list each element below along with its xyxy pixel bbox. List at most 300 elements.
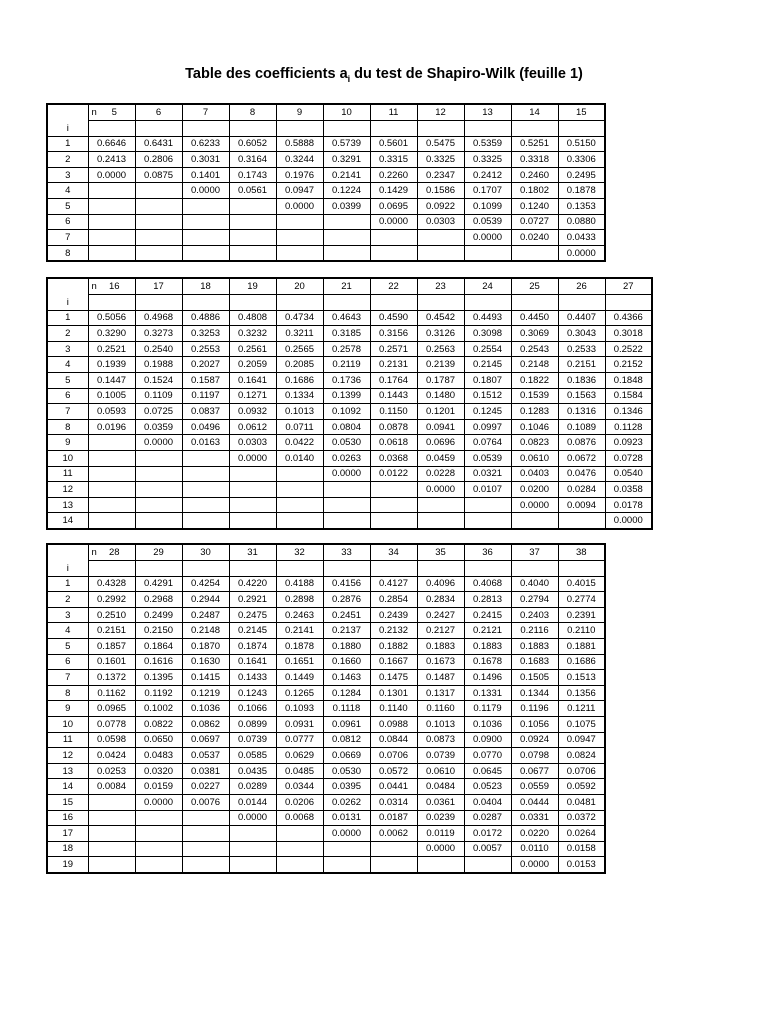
table-row: [47, 857, 605, 873]
coefficient-cell: 0.4096: [417, 576, 464, 592]
coefficient-cell: [135, 466, 182, 482]
coefficient-cell: 0.1140: [370, 701, 417, 717]
coefficient-cell: 0.4040: [511, 576, 558, 592]
blank-cell: [558, 295, 605, 311]
coefficient-cell: [135, 482, 182, 498]
coefficient-cell: 0.1686: [558, 654, 605, 670]
coefficient-cell: 0.2260: [370, 167, 417, 183]
table-row: [47, 341, 652, 357]
coefficient-cell: 0.0672: [558, 450, 605, 466]
coefficient-cell: 0.0284: [558, 482, 605, 498]
n-header-cell: 38: [558, 544, 605, 561]
coefficient-cell: 0.1584: [605, 388, 652, 404]
table-row: [47, 388, 652, 404]
coefficient-cell: 0.3043: [558, 326, 605, 342]
coefficient-cell: 0.1118: [323, 701, 370, 717]
row-index-cell: 14: [47, 513, 88, 529]
coefficient-cell: 0.3185: [323, 326, 370, 342]
coefficient-cell: 0.2415: [464, 607, 511, 623]
coefficient-cell: 0.4127: [370, 576, 417, 592]
coefficient-cell: 0.0359: [135, 419, 182, 435]
coefficient-cell: 0.0140: [276, 450, 323, 466]
coefficient-cell: 0.1192: [135, 685, 182, 701]
coefficient-cell: [182, 497, 229, 513]
coefficient-cell: [88, 214, 135, 230]
coefficient-cell: [135, 497, 182, 513]
coefficient-cell: 0.0000: [323, 466, 370, 482]
coefficient-cell: 0.1475: [370, 670, 417, 686]
coefficient-cell: 0.2533: [558, 341, 605, 357]
n-header-cell: 6: [135, 104, 182, 121]
coefficient-cell: [135, 450, 182, 466]
coefficient-cell: 0.1331: [464, 685, 511, 701]
coefficient-cell: 0.2148: [511, 357, 558, 373]
coefficient-cell: [88, 183, 135, 199]
coefficient-cell: 0.2968: [135, 592, 182, 608]
coefficient-cell: 0.6431: [135, 136, 182, 152]
n-value: 28: [109, 547, 120, 558]
coefficient-cell: 0.4068: [464, 576, 511, 592]
coefficient-cell: 0.6052: [229, 136, 276, 152]
coefficient-cell: 0.0122: [370, 466, 417, 482]
coefficient-cell: 0.2495: [558, 167, 605, 183]
corner-cell: [47, 104, 88, 121]
coefficient-cell: 0.4734: [276, 310, 323, 326]
coefficient-cell: 0.0931: [276, 716, 323, 732]
row-index-cell: 11: [47, 466, 88, 482]
blank-cell: [135, 561, 182, 577]
n-header-cell: 11: [370, 104, 417, 121]
n-header-cell: 32: [276, 544, 323, 561]
table-row: [47, 245, 605, 261]
coefficient-cell: 0.0764: [464, 435, 511, 451]
table-row: [47, 779, 605, 795]
coefficient-cell: [88, 794, 135, 810]
coefficient-cell: 0.2152: [605, 357, 652, 373]
coefficient-cell: 0.0593: [88, 404, 135, 420]
coefficient-cell: 0.0000: [558, 245, 605, 261]
n-header-cell: 8: [229, 104, 276, 121]
coefficient-cell: 0.6233: [182, 136, 229, 152]
blank-cell: [370, 121, 417, 137]
coefficient-cell: [88, 435, 135, 451]
n-value: 16: [109, 281, 120, 292]
coefficient-cell: 0.1346: [605, 404, 652, 420]
coefficient-cell: 0.0844: [370, 732, 417, 748]
coefficient-cell: 0.1505: [511, 670, 558, 686]
coefficient-cell: 0.1864: [135, 638, 182, 654]
coefficient-cell: 0.4291: [135, 576, 182, 592]
coefficient-cell: 0.1415: [182, 670, 229, 686]
coefficient-cell: 0.0000: [276, 198, 323, 214]
coefficient-cell: [229, 841, 276, 857]
corner-cell: [47, 278, 88, 295]
coefficient-cell: [182, 198, 229, 214]
coefficient-cell: [229, 198, 276, 214]
coefficient-cell: 0.1301: [370, 685, 417, 701]
coefficient-cell: [135, 214, 182, 230]
coefficient-cell: 0.1878: [276, 638, 323, 654]
coefficient-cell: [417, 497, 464, 513]
coefficient-cell: 0.2463: [276, 607, 323, 623]
coefficient-cell: 0.1878: [558, 183, 605, 199]
coefficient-cell: 0.2487: [182, 607, 229, 623]
coefficient-cell: 0.3164: [229, 152, 276, 168]
table-header-row: [47, 278, 652, 295]
coefficient-cell: 0.2563: [417, 341, 464, 357]
coefficient-cell: 0.0476: [558, 466, 605, 482]
row-index-cell: 19: [47, 857, 88, 873]
blank-cell: [276, 561, 323, 577]
coefficient-cell: 0.1036: [182, 701, 229, 717]
i-label-cell: i: [47, 121, 88, 137]
coefficient-cell: 0.1449: [276, 670, 323, 686]
coefficient-cell: 0.2145: [229, 623, 276, 639]
coefficient-cell: 0.0196: [88, 419, 135, 435]
coefficient-cell: 0.0303: [229, 435, 276, 451]
blank-cell: [229, 295, 276, 311]
title-rest: du test de Shapiro-Wilk (feuille 1): [350, 66, 583, 82]
row-index-cell: 6: [47, 654, 88, 670]
coefficient-cell: 0.0899: [229, 716, 276, 732]
coefficient-cell: [417, 230, 464, 246]
blank-cell: [511, 121, 558, 137]
blank-cell: [558, 561, 605, 577]
coefficient-cell: 0.1880: [323, 638, 370, 654]
row-index-cell: 12: [47, 482, 88, 498]
coefficient-cell: [276, 513, 323, 529]
table-row: [47, 152, 605, 168]
table-row: [47, 450, 652, 466]
coefficient-cell: 0.2413: [88, 152, 135, 168]
row-index-cell: 1: [47, 136, 88, 152]
coefficient-cell: 0.0610: [417, 763, 464, 779]
n-header-cell: 31: [229, 544, 276, 561]
coefficient-cell: 0.0612: [229, 419, 276, 435]
coefficient-cell: 0.2451: [323, 607, 370, 623]
table-row: [47, 136, 605, 152]
coefficient-cell: 0.1976: [276, 167, 323, 183]
coefficient-cell: 0.0433: [558, 230, 605, 246]
coefficient-cell: [229, 826, 276, 842]
coefficient-cell: [135, 810, 182, 826]
coefficient-cell: 0.0000: [417, 841, 464, 857]
coefficient-cell: 0.1334: [276, 388, 323, 404]
coefficient-cell: [135, 183, 182, 199]
coefficient-cell: [276, 466, 323, 482]
blank-cell: [135, 121, 182, 137]
coefficient-cell: [88, 513, 135, 529]
row-index-cell: 4: [47, 357, 88, 373]
coefficient-cell: 0.5739: [323, 136, 370, 152]
n-header-cell: 7: [182, 104, 229, 121]
coefficient-cell: [229, 245, 276, 261]
coefficient-cell: [182, 857, 229, 873]
coefficient-cell: 0.1162: [88, 685, 135, 701]
coefficient-cell: 0.0144: [229, 794, 276, 810]
coefficient-cell: [135, 198, 182, 214]
coefficient-cell: 0.3291: [323, 152, 370, 168]
row-index-cell: 13: [47, 497, 88, 513]
coefficient-cell: 0.0187: [370, 810, 417, 826]
coefficient-cell: 0.0110: [511, 841, 558, 857]
row-index-cell: 2: [47, 152, 88, 168]
coefficient-cell: 0.0947: [558, 732, 605, 748]
coefficient-cell: 0.0084: [88, 779, 135, 795]
coefficient-cell: 0.0798: [511, 748, 558, 764]
coefficient-cell: [323, 841, 370, 857]
coefficient-cell: 0.0537: [182, 748, 229, 764]
blank-cell: [229, 561, 276, 577]
coefficient-cell: 0.2127: [417, 623, 464, 639]
coefficient-cell: 0.3253: [182, 326, 229, 342]
coefficient-cell: 0.0000: [135, 435, 182, 451]
coefficient-cell: 0.1563: [558, 388, 605, 404]
coefficient-cell: 0.1243: [229, 685, 276, 701]
coefficient-cell: 0.0107: [464, 482, 511, 498]
coefficient-cell: 0.1056: [511, 716, 558, 732]
table-row: [47, 183, 605, 199]
coefficient-cell: 0.1224: [323, 183, 370, 199]
table-row: [47, 435, 652, 451]
coefficient-cell: [88, 810, 135, 826]
coefficient-cell: 0.1353: [558, 198, 605, 214]
coefficient-cell: [88, 497, 135, 513]
coefficient-cell: 0.1587: [182, 372, 229, 388]
coefficient-cell: 0.4407: [558, 310, 605, 326]
coefficient-cell: 0.2347: [417, 167, 464, 183]
table-row: [47, 230, 605, 246]
coefficient-cell: 0.1874: [229, 638, 276, 654]
coefficient-cell: 0.0094: [558, 497, 605, 513]
coefficient-cell: 0.0000: [135, 794, 182, 810]
n-header-cell: 23: [417, 278, 464, 295]
coefficient-cell: [511, 513, 558, 529]
row-index-cell: 4: [47, 623, 88, 639]
blank-cell: [276, 121, 323, 137]
coefficient-cell: 0.1539: [511, 388, 558, 404]
coefficient-cell: 0.0062: [370, 826, 417, 842]
coefficient-cell: 0.4808: [229, 310, 276, 326]
coefficient-cell: 0.0924: [511, 732, 558, 748]
coefficient-cell: 0.0572: [370, 763, 417, 779]
row-index-cell: 10: [47, 716, 88, 732]
coefficient-cell: 0.2553: [182, 341, 229, 357]
table-row: [47, 826, 605, 842]
coefficient-cell: [88, 466, 135, 482]
coefficient-cell: 0.1496: [464, 670, 511, 686]
coefficient-cell: [276, 214, 323, 230]
coefficient-cell: 0.1807: [464, 372, 511, 388]
table-row: [47, 810, 605, 826]
coefficient-cell: 0.2150: [135, 623, 182, 639]
row-index-cell: 15: [47, 794, 88, 810]
coefficient-cell: 0.1882: [370, 638, 417, 654]
table-header-row: [47, 544, 605, 561]
coefficient-cell: 0.0530: [323, 763, 370, 779]
table-row: [47, 482, 652, 498]
coefficient-cell: [88, 857, 135, 873]
coefficient-cell: 0.1764: [370, 372, 417, 388]
coefficient-cell: 0.0000: [511, 497, 558, 513]
coefficient-cell: 0.0000: [605, 513, 652, 529]
i-label-row: [47, 121, 605, 137]
coefficient-cell: [323, 513, 370, 529]
coefficient-cell: 0.0988: [370, 716, 417, 732]
coefficient-cell: 0.2794: [511, 592, 558, 608]
coefficient-cell: 0.0822: [135, 716, 182, 732]
coefficient-cell: [464, 513, 511, 529]
n-header-cell: 20: [276, 278, 323, 295]
i-label-cell: i: [47, 561, 88, 577]
coefficient-cell: 0.1196: [511, 701, 558, 717]
coefficient-cell: 0.0539: [464, 450, 511, 466]
coefficient-cell: 0.0697: [182, 732, 229, 748]
row-index-cell: 8: [47, 245, 88, 261]
coefficient-cell: 0.0523: [464, 779, 511, 795]
coefficient-cell: 0.0804: [323, 419, 370, 435]
coefficient-cell: 0.1283: [511, 404, 558, 420]
coefficient-cell: 0.0618: [370, 435, 417, 451]
table-row: [47, 794, 605, 810]
coefficient-cell: 0.1128: [605, 419, 652, 435]
row-index-cell: 9: [47, 435, 88, 451]
coefficient-cell: [182, 482, 229, 498]
coefficient-cell: 0.0000: [229, 450, 276, 466]
coefficient-cell: 0.0696: [417, 435, 464, 451]
blank-cell: [182, 561, 229, 577]
coefficient-cell: 0.1179: [464, 701, 511, 717]
coefficient-cell: 0.0739: [229, 732, 276, 748]
blank-cell: [417, 121, 464, 137]
coefficient-cell: 0.0263: [323, 450, 370, 466]
table-row: [47, 497, 652, 513]
coefficient-cell: 0.4493: [464, 310, 511, 326]
coefficient-cell: [182, 513, 229, 529]
coefficients-table-3: [46, 543, 606, 874]
coefficient-cell: 0.0711: [276, 419, 323, 435]
coefficient-cell: 0.0441: [370, 779, 417, 795]
blank-cell: [511, 561, 558, 577]
coefficient-cell: [417, 857, 464, 873]
n-header-cell: 14: [511, 104, 558, 121]
coefficient-cell: 0.0485: [276, 763, 323, 779]
coefficient-cell: 0.0444: [511, 794, 558, 810]
n-header-cell: 15: [558, 104, 605, 121]
coefficient-cell: 0.0484: [417, 779, 464, 795]
blank-cell: [605, 295, 652, 311]
coefficient-cell: [511, 245, 558, 261]
coefficient-cell: 0.2565: [276, 341, 323, 357]
coefficient-cell: 0.2027: [182, 357, 229, 373]
coefficient-cell: 0.0158: [558, 841, 605, 857]
coefficient-cell: 0.2132: [370, 623, 417, 639]
coefficient-cell: [370, 513, 417, 529]
coefficient-cell: 0.2085: [276, 357, 323, 373]
coefficient-cell: 0.1870: [182, 638, 229, 654]
coefficient-cell: 0.0862: [182, 716, 229, 732]
coefficient-cell: 0.2992: [88, 592, 135, 608]
coefficient-cell: [88, 450, 135, 466]
coefficient-cell: 0.0727: [511, 214, 558, 230]
coefficient-cell: 0.0220: [511, 826, 558, 842]
coefficient-cell: 0.5475: [417, 136, 464, 152]
coefficient-cell: 0.1883: [511, 638, 558, 654]
coefficient-cell: 0.0344: [276, 779, 323, 795]
coefficient-cell: 0.5056: [88, 310, 135, 326]
coefficient-cell: 0.0422: [276, 435, 323, 451]
coefficient-cell: 0.0539: [464, 214, 511, 230]
coefficient-cell: 0.0289: [229, 779, 276, 795]
coefficient-cell: 0.1683: [511, 654, 558, 670]
table-row: [47, 513, 652, 529]
blank-cell: [276, 295, 323, 311]
coefficient-cell: 0.3031: [182, 152, 229, 168]
coefficient-cell: 0.1524: [135, 372, 182, 388]
coefficient-cell: 0.5601: [370, 136, 417, 152]
coefficient-cell: 0.1939: [88, 357, 135, 373]
coefficient-cell: 0.5359: [464, 136, 511, 152]
row-index-cell: 6: [47, 388, 88, 404]
coefficient-cell: 0.2774: [558, 592, 605, 608]
table-row: [47, 404, 652, 420]
coefficient-cell: 0.1093: [276, 701, 323, 717]
coefficient-cell: 0.0997: [464, 419, 511, 435]
coefficient-cell: 0.0900: [464, 732, 511, 748]
coefficient-cell: 0.0000: [323, 826, 370, 842]
page-title: [0, 66, 768, 84]
coefficient-cell: 0.5251: [511, 136, 558, 152]
coefficient-cell: 0.0559: [511, 779, 558, 795]
coefficient-cell: [276, 857, 323, 873]
coefficient-cell: 0.0358: [605, 482, 652, 498]
coefficient-cell: 0.2540: [135, 341, 182, 357]
coefficient-cell: [182, 841, 229, 857]
coefficient-cell: 0.0878: [370, 419, 417, 435]
coefficient-cell: [88, 826, 135, 842]
row-index-cell: 3: [47, 167, 88, 183]
table-row: [47, 670, 605, 686]
table-row: [47, 372, 652, 388]
coefficient-cell: 0.2499: [135, 607, 182, 623]
n-header-cell: 24: [464, 278, 511, 295]
row-index-cell: 4: [47, 183, 88, 199]
coefficient-cell: 0.0770: [464, 748, 511, 764]
coefficient-cell: 0.1013: [276, 404, 323, 420]
coefficient-cell: 0.0706: [370, 748, 417, 764]
blank-cell: [135, 295, 182, 311]
coefficient-cell: 0.4254: [182, 576, 229, 592]
blank-cell: [323, 295, 370, 311]
coefficient-cell: 0.3325: [417, 152, 464, 168]
coefficient-cell: 0.0000: [88, 167, 135, 183]
blank-cell: [182, 121, 229, 137]
coefficient-cell: 0.4450: [511, 310, 558, 326]
coefficient-cell: 0.3069: [511, 326, 558, 342]
table-row: [47, 638, 605, 654]
coefficient-cell: [323, 857, 370, 873]
coefficient-cell: [370, 230, 417, 246]
blank-cell: [88, 121, 135, 137]
n-header-cell: 18: [182, 278, 229, 295]
table-row: [47, 763, 605, 779]
n-header-cell: 10: [323, 104, 370, 121]
blank-cell: [88, 295, 135, 311]
n-header-cell: 21: [323, 278, 370, 295]
coefficient-cell: 0.0172: [464, 826, 511, 842]
coefficient-cell: 0.1881: [558, 638, 605, 654]
coefficient-cell: 0.0923: [605, 435, 652, 451]
